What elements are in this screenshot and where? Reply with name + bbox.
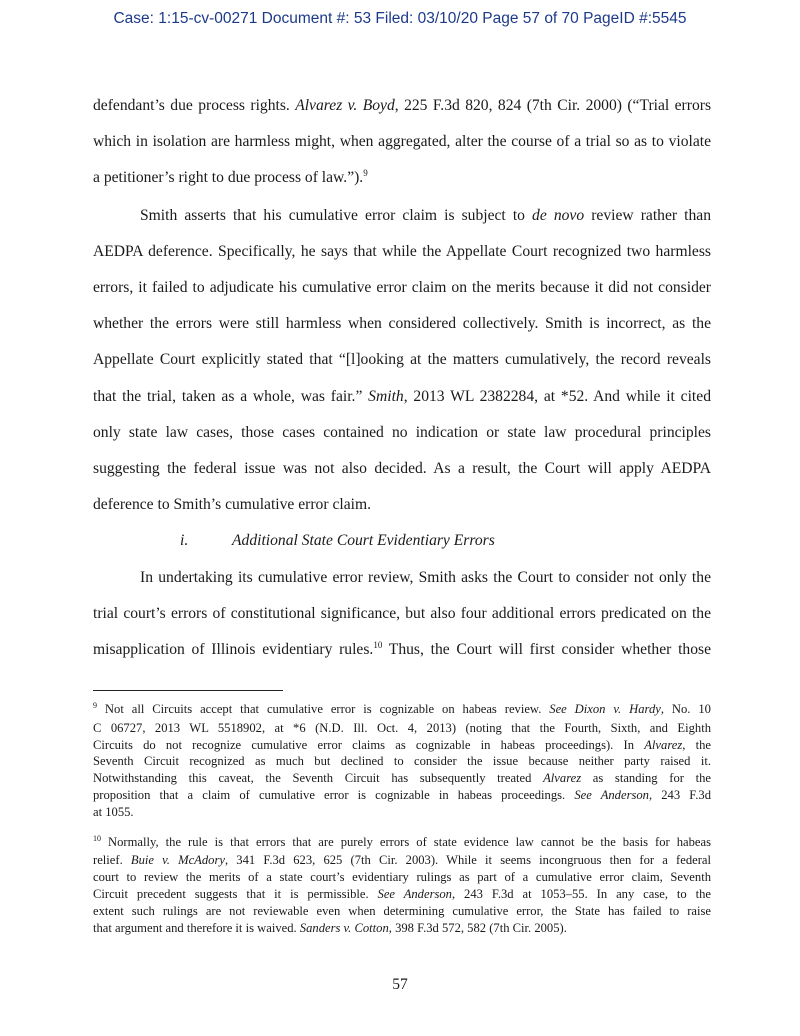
footnotes bbox=[93, 701, 711, 949]
case-citation: Buie v. McAdory bbox=[130, 853, 225, 868]
footnote-line: $^9$ Not all Circuits accept that cumulative error is cognizable on habeas review. See Dixon v. Hardy, No. 10 bbox=[93, 701, 711, 716]
footnote-line: C 06727, 2013 WL 5518902, at *6 (N.D. Ill. Oct. 4, 2013) (noting that the Fourth, Sixth, and Eighth bbox=[93, 720, 711, 735]
text-line: only state law cases, those cases contained no indication or state law procedural principles bbox=[93, 423, 711, 441]
footnote-line: relief. Buie v. McAdory, 341 F.3d 623, 625 (7th Cir. 2003). While it seems incongruous then for a federal bbox=[93, 853, 711, 868]
footnote-line: proposition that a claim of cumulative error is cognizable in habeas proceedings. See Anderson, 243 F.3d bbox=[93, 787, 712, 802]
text-line: a petitioner’s right to due process of law.”).$^9$ bbox=[93, 168, 368, 187]
text-line: deference to Smith’s cumulative error claim. bbox=[93, 496, 371, 514]
subheading-number: i. bbox=[180, 532, 189, 550]
case-citation: See Dixon v. Hardy bbox=[549, 702, 661, 716]
section-subheading bbox=[93, 523, 711, 559]
body-text bbox=[93, 88, 711, 669]
text-line: Appellate Court explicitly stated that “[l]ooking at the matters cumulatively, the record reveals bbox=[93, 351, 711, 369]
case-citation: Smith bbox=[368, 387, 404, 405]
text-line: whether the errors were still harmless when considered collectively. Smith is incorrect, as the bbox=[93, 315, 711, 333]
footnote-line: Seventh Circuit recognized as much but declined to consider the issue because neither party raised it. bbox=[93, 754, 711, 769]
subheading-title: Additional State Court Evidentiary Errors bbox=[232, 532, 495, 550]
case-citation: See Anderson bbox=[377, 886, 452, 901]
footnote-line: that argument and therefore it is waived. Sanders v. Cotton, 398 F.3d 572, 582 (7th Cir. 2005). bbox=[93, 920, 567, 935]
page-number: 57 bbox=[392, 976, 408, 993]
footnote-line: extent such rulings are not reviewable even when determining cumulative error, the State has failed to raise bbox=[93, 903, 711, 918]
text-line: trial court’s errors of constitutional significance, but also four additional errors predicated on the bbox=[93, 604, 711, 622]
footnote-divider bbox=[93, 690, 283, 691]
text-line: that the trial, taken as a whole, was fair.” Smith, 2013 WL 2382284, at *52. And while it cited bbox=[93, 387, 711, 405]
case-citation: See Anderson bbox=[574, 787, 649, 802]
footnote-line: $^{10}$ Normally, the rule is that errors that are purely errors of state evidence law cannot be the basis for habeas bbox=[93, 833, 711, 849]
footnote-ref-9[interactable]: 9 bbox=[363, 168, 368, 179]
text-line: AEDPA deference. Specifically, he says that while the Appellate Court recognized two harmless bbox=[93, 242, 711, 260]
text-line: suggesting the federal issue was not also decided. As a result, the Court will apply AEDPA bbox=[93, 460, 711, 478]
text-line: misapplication of Illinois evidentiary rules.$^{10}$ Thus, the Court will first consider whether those bbox=[93, 640, 712, 659]
footnote-10 bbox=[93, 834, 711, 937]
case-citation: Sanders v. Cotton bbox=[299, 920, 389, 935]
footnote-ref-10[interactable]: 10 bbox=[373, 640, 383, 651]
text-line: defendant’s due process rights. Alvarez v. Boyd, 225 F.3d 820, 824 (7th Cir. 2000) (“Trial errors bbox=[93, 97, 712, 114]
case-citation: Alvarez bbox=[543, 771, 582, 786]
text-line: which in isolation are harmless might, when aggregated, alter the course of a trial so as to violate bbox=[93, 133, 711, 151]
footnote-9 bbox=[93, 701, 711, 821]
case-citation: Alvarez v. Boyd bbox=[295, 97, 395, 114]
text-line: In undertaking its cumulative error review, Smith asks the Court to consider not only the bbox=[140, 568, 711, 586]
footnote-line: at 1055. bbox=[93, 804, 134, 819]
footnote-line: Circuits do not recognize cumulative error claims as cognizable in habeas proceedings). In Alvarez, the bbox=[93, 737, 711, 752]
footnote-line: Circuit precedent suggests that it is permissible. See Anderson, 243 F.3d at 1053–55. In any case, to the bbox=[93, 886, 712, 901]
case-citation: Alvarez bbox=[644, 737, 683, 752]
footnote-line: Notwithstanding this caveat, the Seventh Circuit has subsequently treated Alvarez as standing for the bbox=[93, 771, 711, 786]
text-line: Smith asserts that his cumulative error claim is subject to de novo review rather than bbox=[140, 206, 711, 224]
footnote-line: court to review the merits of a state court’s evidentiary rulings as part of a cumulative error claim, Seventh bbox=[93, 870, 711, 885]
text-line: errors, it failed to adjudicate his cumulative error claim on the merits because it did not consider bbox=[93, 279, 711, 297]
footnote-number: 10 bbox=[93, 833, 101, 843]
emphasis: de novo bbox=[532, 206, 585, 224]
case-header: Case: 1:15-cv-00271 Document #: 53 Filed: 03/10/20 Page 57 of 70 PageID #:5545 bbox=[113, 10, 687, 27]
footnote-number: 9 bbox=[93, 701, 97, 710]
